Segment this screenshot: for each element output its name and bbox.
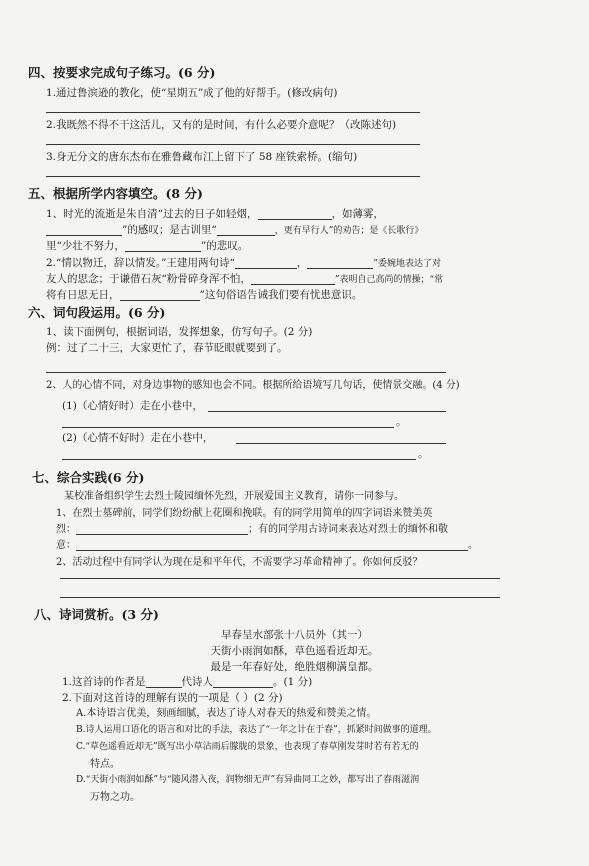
blank[interactable] <box>46 226 122 236</box>
section-7-title: 七、综合实践(6 分) <box>32 470 145 485</box>
s4-question-2: 2.我既然不得不干这活儿，又有的是时间，有什么必要介意呢？（改陈述句) <box>46 119 397 131</box>
answer-line[interactable] <box>236 443 446 444</box>
text: ， <box>296 257 308 269</box>
text: 里“少壮不努力， <box>46 240 125 252</box>
s5-question-1-line-1 <box>46 209 384 220</box>
text: ；有的同学用古诗词来表达对烈士的缅怀和敬 <box>248 524 448 535</box>
section-8-title: 八、诗词赏析。(3 分) <box>34 607 159 622</box>
option-b: B.诗人运用口语化的语言和对比的手法，表达了“一年之计在于春”，抓紧时间做事的道理。 <box>76 725 437 735</box>
text: ”的感叹；是古训里“ <box>122 224 217 236</box>
text: 2.“情以物迁，辞以情发。”王建用两句诗“ <box>46 257 235 269</box>
text: ”这句俗语告诫我们要有忧患意识。 <box>199 289 363 301</box>
text: 将有日思无日， <box>46 289 120 301</box>
text: ，如薄雾， <box>331 208 385 220</box>
poem-line-2: 最是一年春好处，绝胜烟柳满皇都。 <box>210 661 379 673</box>
text: 1.这首诗的作者是 <box>62 676 146 688</box>
s8-question-2: 2.下面对这首诗的理解有误的一项是（ ）(2 分) <box>62 692 283 704</box>
section-6-title: 六、词句段运用。(6 分) <box>28 305 166 320</box>
s5-question-2-line-2 <box>46 274 443 285</box>
s6-question-2: 2、人的心情不同，对身边事物的感知也会不同。根据所给语境写几句话，使情景交融。(4 分) <box>46 380 460 391</box>
blank[interactable] <box>213 678 273 688</box>
answer-line[interactable] <box>60 597 500 598</box>
text: 意： <box>56 540 76 551</box>
s6-question-2-2: (2)（心情不好时）走在小巷中， <box>62 432 214 444</box>
answer-line[interactable] <box>60 578 500 579</box>
option-d-line-1: D.“天街小雨润如酥”与“随风潜入夜，润物细无声”有异曲同工之妙，都写出了春雨滋润 <box>76 775 420 785</box>
text: 。 <box>468 540 478 551</box>
answer-line[interactable] <box>208 411 446 412</box>
blank[interactable] <box>120 291 200 301</box>
blank[interactable] <box>125 242 201 252</box>
blank[interactable] <box>146 678 182 688</box>
answer-line[interactable] <box>62 427 394 428</box>
text: 友人的思念；于谦借石灰“粉骨碎身浑不怕， <box>46 273 251 285</box>
period: 。 <box>418 448 429 460</box>
option-c-line-1: C.“草色遥看近却无”既写出小草沾雨后朦胧的景象，也表现了春草刚发芽时若有若无的 <box>76 742 419 752</box>
s6-question-1: 1、读下面例句，根据词语，发挥想象，仿写句子。(2 分) <box>46 326 313 338</box>
text: 。(1 分) <box>273 676 313 688</box>
s5-question-2-line-1 <box>46 258 441 269</box>
answer-line[interactable] <box>46 176 420 177</box>
section-5-title: 五、根据所学内容填空。(8 分) <box>28 186 203 201</box>
s7-question-1-line-1: 1、在烈士墓碑前，同学们纷纷献上花圈和挽联。有的同学用简单的四字词语来赞美英 <box>56 508 433 519</box>
poem-line-1: 天街小雨润如酥，草色遥看近却无。 <box>210 645 379 657</box>
blank[interactable] <box>258 210 332 220</box>
option-d-line-2: 万物之功。 <box>90 792 140 803</box>
option-c-line-2: 特点。 <box>90 759 120 770</box>
text: 烈： <box>56 524 76 535</box>
text: 1、时光的流逝是朱自清“过去的日子如轻烟， <box>46 208 258 220</box>
s7-question-1-line-2 <box>56 525 448 535</box>
section-4-title: 四、按要求完成句子练习。(6 分) <box>28 65 216 80</box>
period: 。 <box>396 416 407 428</box>
s7-question-2: 2、活动过程中有同学认为现在是和平年代，不需要学习革命精神了。你如何反驳？ <box>56 557 423 568</box>
s6-question-2-1: (1)（心情好时）走在小巷中， <box>62 400 203 412</box>
s5-question-2-line-3 <box>46 290 362 301</box>
s7-intro: 某校准备组织学生去烈士陵园缅怀先烈，开展爱国主义教育，请你一同参与。 <box>64 491 404 502</box>
s4-question-3: 3.身无分文的唐东杰布在雅鲁藏布江上留下了 58 座铁索桥。(缩句) <box>46 151 358 163</box>
s5-question-1-line-2 <box>46 225 423 236</box>
text: ”的悲叹。 <box>200 240 249 252</box>
poem-title: 早春呈水部张十八员外（其一） <box>221 629 368 641</box>
option-a: A.本诗语言优美，刻画细腻，表达了诗人对春天的热爱和赞美之情。 <box>76 708 377 719</box>
blank[interactable] <box>76 525 248 535</box>
s4-question-1: 1.通过鲁滨逊的教化，使“星期五”成了他的好帮手。(修改病句) <box>46 87 338 99</box>
answer-line[interactable] <box>46 372 446 373</box>
answer-line[interactable] <box>46 144 420 145</box>
s6-question-1-example: 例：过了二十三，大家更忙了，春节眨眼就要到了。 <box>46 342 288 354</box>
answer-line[interactable] <box>46 112 420 113</box>
blank[interactable] <box>235 259 297 269</box>
text: ，更有早行人”的劝告；是《长歌行》 <box>274 226 424 236</box>
text: ”委婉地表达了对 <box>373 259 441 269</box>
s8-question-1 <box>62 677 312 688</box>
text: 代诗人 <box>181 676 214 688</box>
blank[interactable] <box>307 259 373 269</box>
text: ”表明自己高尚的情操；“常 <box>334 275 444 285</box>
blank[interactable] <box>217 226 275 236</box>
answer-line[interactable] <box>62 459 416 460</box>
blank[interactable] <box>76 541 468 551</box>
blank[interactable] <box>251 275 335 285</box>
s7-question-1-line-3 <box>56 541 478 551</box>
s5-question-1-line-3 <box>46 241 248 252</box>
